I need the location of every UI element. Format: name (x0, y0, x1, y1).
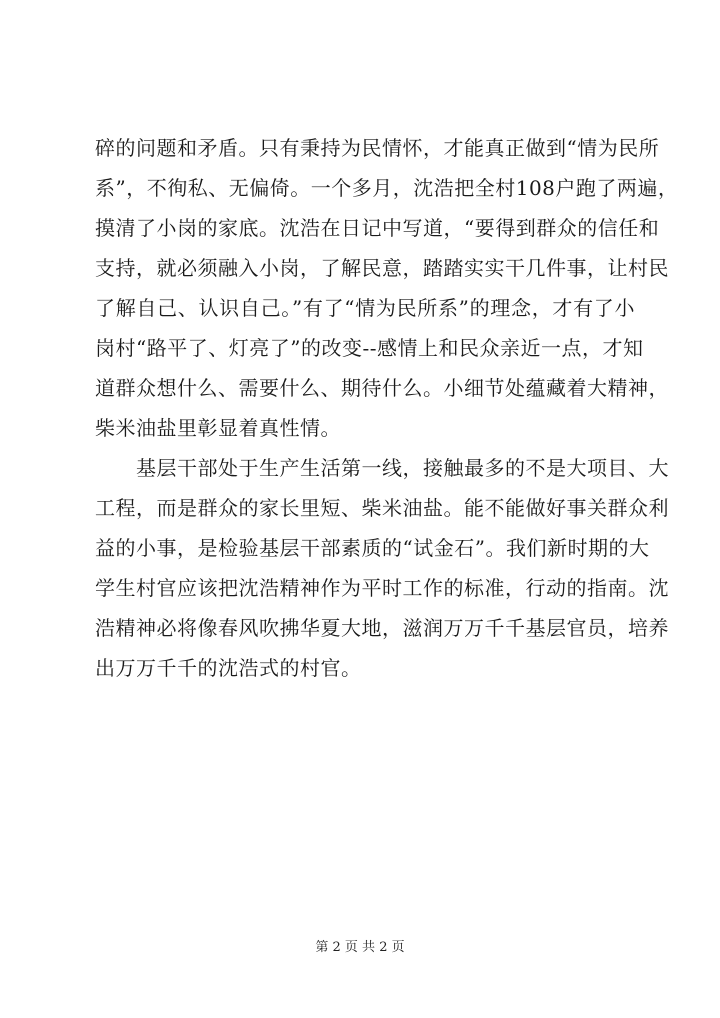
paragraph-1-line-2: 系”，不徇私、无偏倚。一个多月，沈浩把全村108户跑了两遍， (95, 176, 679, 200)
paragraph-2-line-1: 基层干部处于生产生活第一线，接触最多的不是大项目、大 (136, 456, 669, 480)
paragraph-2-line-6: 出万万千千的沈浩式的村官。 (95, 656, 362, 680)
paragraph-1-line-4: 支持，就必须融入小岗，了解民意，踏踏实实干几件事，让村民 (95, 256, 669, 280)
paragraph-2-line-2: 工程，而是群众的家长里短、柴米油盐。能不能做好事关群众利 (95, 496, 669, 520)
paragraph-1-line-8: 柴米油盐里彰显着真性情。 (95, 416, 341, 440)
paragraph-2-line-3: 益的小事，是检验基层干部素质的“试金石”。我们新时期的大 (95, 536, 650, 560)
page-number-footer: 第 2 页 共 2 页 (315, 940, 405, 955)
paragraph-1-line-6: 岗村“路平了、灯亮了”的改变--感情上和民众亲近一点，才知 (95, 336, 644, 360)
paragraph-1-line-3: 摸清了小岗的家底。沈浩在日记中写道，“要得到群众的信任和 (95, 216, 660, 240)
paragraph-1-line-5: 了解自己、认识自己。”有了“情为民所系”的理念，才有了小 (95, 296, 635, 320)
paragraph-1-line-1: 碎的问题和矛盾。只有秉持为民情怀，才能真正做到“情为民所 (95, 136, 660, 160)
paragraph-2-line-4: 学生村官应该把沈浩精神作为平时工作的标准，行动的指南。沈 (95, 576, 669, 600)
paragraph-1-line-7: 道群众想什么、需要什么、期待什么。小细节处蕴藏着大精神， (95, 376, 669, 400)
paragraph-2-line-5: 浩精神必将像春风吹拂华夏大地，滋润万万千千基层官员，培养 (95, 616, 669, 640)
